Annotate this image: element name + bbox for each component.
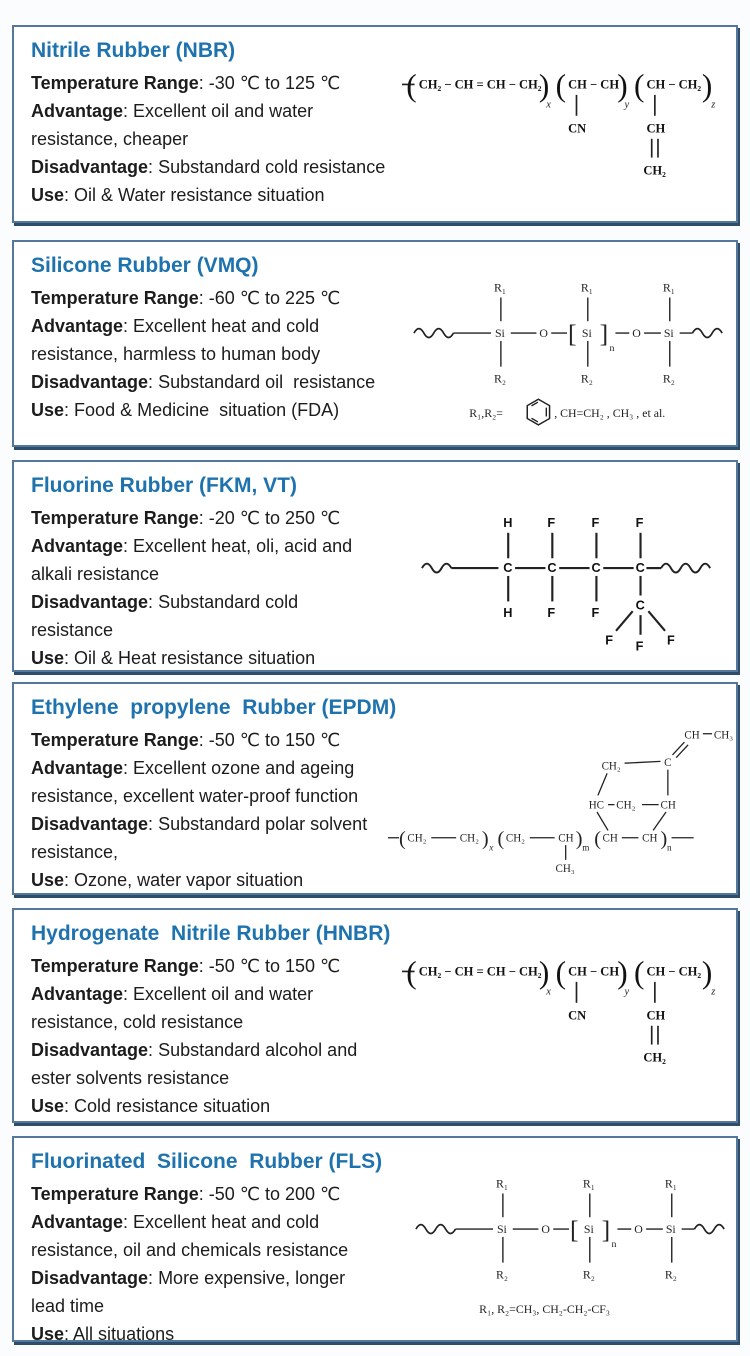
subscript-x: x — [546, 99, 551, 111]
field-value: Substandard polar solvent resistance, — [31, 814, 373, 862]
field-label: Use — [31, 648, 65, 668]
paren-glyph: ( — [633, 67, 645, 103]
atom-label: O — [634, 1222, 643, 1237]
field-advantage — [31, 312, 393, 368]
atom-label: CH₃ — [713, 729, 734, 742]
atom-label: R₂ — [493, 371, 507, 386]
atom-label: O — [539, 326, 548, 341]
colon: : — [64, 870, 75, 890]
paren-glyph: ( — [406, 954, 417, 990]
field-use — [31, 396, 393, 424]
paren-glyph: ) — [617, 67, 628, 103]
paren-glyph: ( — [633, 954, 645, 990]
atom-label: CH — [684, 729, 700, 742]
field-temperature-range — [31, 1180, 383, 1208]
colon: : — [148, 1268, 159, 1288]
atom-label: R₁ — [580, 280, 593, 295]
field-advantage — [31, 532, 371, 588]
atom-label: F — [605, 632, 614, 648]
atom-label: Si — [581, 326, 592, 341]
bracket-glyph: [ — [568, 318, 577, 348]
field-value: -50 ℃ to 150 ℃ — [208, 956, 341, 976]
atom-label: H — [503, 514, 513, 530]
colon: : — [148, 157, 159, 177]
paren-glyph: ) — [617, 954, 628, 990]
field-disadvantage — [31, 810, 433, 866]
colon: : — [64, 400, 75, 420]
atom-label: F — [666, 632, 675, 648]
subscript-x: x — [489, 842, 494, 853]
atom-label: CH — [602, 832, 618, 845]
paren-glyph: ( — [555, 67, 567, 103]
atom-label: CH₂ — [643, 163, 666, 178]
field-label: Advantage — [31, 984, 124, 1004]
paren-glyph: ( — [497, 828, 505, 851]
field-label: Temperature Range — [31, 288, 199, 308]
hnbr-structure-diagram — [402, 938, 728, 1070]
subscript-n: n — [611, 1238, 617, 1250]
field-temperature-range — [31, 726, 433, 754]
vmq-structure-diagram — [412, 258, 730, 432]
colon: : — [148, 592, 159, 612]
field-advantage — [31, 980, 393, 1036]
atom-label: CN — [568, 1008, 587, 1023]
colon: : — [198, 1184, 209, 1204]
field-use — [31, 1092, 393, 1120]
field-temperature-range — [31, 284, 393, 312]
colon: : — [198, 730, 209, 750]
legend-prefix: R₁,R₂= — [469, 405, 503, 420]
field-temperature-range — [31, 69, 393, 97]
field-label: Disadvantage — [31, 157, 149, 177]
atom-label: F — [635, 514, 644, 530]
atom-label: CH − CH₂ — [646, 77, 702, 92]
atom-label: CH — [660, 799, 676, 812]
field-label: Temperature Range — [31, 73, 199, 93]
bracket-glyph: [ — [570, 1214, 579, 1244]
field-temperature-range — [31, 504, 371, 532]
field-label: Temperature Range — [31, 508, 199, 528]
bracket-glyph: ] — [599, 318, 609, 348]
field-label: Temperature Range — [31, 730, 199, 750]
field-value: Excellent ozone and ageing resistance, excellent water-proof function — [31, 758, 360, 806]
field-label: Advantage — [31, 1212, 124, 1232]
field-value: Substandard oil resistance — [158, 372, 376, 392]
atom-label: C — [635, 597, 645, 613]
atom-label: C — [664, 756, 672, 769]
atom-label: CH − CH — [568, 964, 620, 979]
atom-label: C — [547, 560, 557, 576]
colon: : — [64, 1324, 74, 1342]
field-disadvantage — [31, 1036, 393, 1092]
field-label: Advantage — [31, 316, 124, 336]
subscript-y: y — [624, 986, 630, 998]
field-label: Disadvantage — [31, 372, 149, 392]
field-label: Advantage — [31, 101, 124, 121]
atom-label: CH₂ — [459, 832, 479, 845]
atom-label: O — [541, 1222, 550, 1237]
atom-label: Si — [494, 326, 505, 341]
panel-fls — [12, 1136, 738, 1342]
colon: : — [198, 956, 209, 976]
colon: : — [198, 288, 209, 308]
colon: : — [123, 1212, 134, 1232]
panel-epdm — [12, 682, 738, 895]
subscript-m: m — [582, 842, 590, 853]
field-value: Substandard cold resistance — [158, 157, 386, 177]
field-advantage — [31, 754, 433, 810]
atom-label: F — [591, 514, 600, 530]
colon: : — [148, 1040, 159, 1060]
colon: : — [148, 814, 159, 834]
atom-label: R₂ — [580, 371, 593, 386]
atom-label: CH₂ — [505, 832, 526, 845]
atom-label: CH − CH — [568, 77, 620, 92]
atom-label: CH — [646, 121, 666, 136]
field-value: Oil & Water resistance situation — [74, 185, 325, 205]
field-use — [31, 181, 393, 209]
field-disadvantage — [31, 368, 393, 396]
paren-glyph: ) — [660, 828, 668, 851]
paren-glyph: ) — [701, 67, 713, 103]
colon: : — [198, 73, 209, 93]
atom-label: Si — [663, 326, 674, 341]
field-use — [31, 1320, 383, 1342]
colon: : — [64, 1096, 75, 1116]
colon: : — [123, 101, 134, 121]
colon: : — [123, 536, 134, 556]
colon: : — [123, 984, 134, 1004]
bracket-glyph: ] — [601, 1214, 611, 1244]
paren-glyph: ) — [538, 954, 550, 990]
panel-nbr-text — [31, 36, 393, 209]
atom-label: F — [635, 638, 644, 654]
paren-glyph: ) — [575, 828, 583, 851]
atom-label: Si — [496, 1222, 507, 1237]
subscript-y: y — [624, 99, 630, 111]
atom-label: C — [503, 560, 513, 576]
field-label: Disadvantage — [31, 592, 149, 612]
subscript-z: z — [711, 99, 716, 111]
panel-vmq — [12, 240, 738, 447]
atom-label: CH₂ — [407, 832, 427, 845]
field-value: Cold resistance situation — [74, 1096, 271, 1116]
paren-glyph: ) — [701, 954, 713, 990]
field-advantage — [31, 1208, 383, 1264]
field-label: Use — [31, 1096, 65, 1116]
atom-label: Si — [665, 1222, 676, 1237]
colon: : — [123, 758, 134, 778]
atom-label: HC — [588, 799, 605, 812]
atom-label: CH — [642, 832, 658, 845]
field-value: Excellent oil and water resistance, cold resistance — [31, 984, 319, 1032]
field-label: Disadvantage — [31, 1040, 149, 1060]
atom-label: R₁ — [495, 1176, 509, 1191]
atom-label: CH — [646, 1008, 666, 1023]
atom-label: C — [591, 560, 601, 576]
panel-hnbr-text — [31, 919, 393, 1120]
legend-text: R₁, R₂=CH₃, CH₂-CH₂-CF₃ — [479, 1301, 611, 1316]
atom-label: CH − CH₂ — [646, 964, 702, 979]
atom-label: F — [591, 605, 600, 621]
subscript-z: z — [711, 986, 716, 998]
field-value: Excellent heat and cold resistance, harmless to human body — [31, 316, 325, 364]
atom-label: R₁ — [664, 1176, 677, 1191]
paren-glyph: ) — [538, 67, 550, 103]
bond-lines — [422, 533, 710, 635]
field-value: -20 ℃ to 250 ℃ — [208, 508, 341, 528]
colon: : — [64, 648, 75, 668]
field-label: Use — [31, 1324, 65, 1342]
field-label: Advantage — [31, 536, 124, 556]
panel-epdm-text — [31, 693, 433, 894]
panel-title: Fluorinated Silicone Rubber (FLS) — [31, 1150, 383, 1173]
colon: : — [198, 508, 209, 528]
panel-fkm-text — [31, 471, 371, 672]
atom-label: CH₂ − CH = CH − CH₂ — [418, 964, 542, 979]
epdm-structure-diagram — [388, 696, 736, 875]
field-value: -50 ℃ to 150 ℃ — [208, 730, 341, 750]
atom-label: CH — [558, 832, 574, 845]
field-use — [31, 644, 371, 672]
atom-label: R₁ — [493, 280, 507, 295]
paren-glyph: ( — [555, 954, 567, 990]
atom-label: Si — [583, 1222, 594, 1237]
atom-label: C — [635, 560, 645, 576]
atom-label: R₂ — [662, 371, 675, 386]
atom-label: H — [503, 605, 513, 621]
atom-label: CH₂ — [616, 799, 636, 812]
atom-label: R₂ — [495, 1267, 509, 1282]
field-label: Use — [31, 870, 65, 890]
field-advantage — [31, 97, 393, 153]
field-disadvantage — [31, 153, 393, 181]
atom-label: R₂ — [582, 1267, 595, 1282]
field-value: Substandard alcohol and ester solvents resistance — [31, 1040, 363, 1088]
field-label: Temperature Range — [31, 1184, 199, 1204]
atom-label: O — [632, 326, 641, 341]
atom-label: CH₃ — [555, 862, 575, 875]
field-value: Excellent heat, oli, acid and alkali resistance — [31, 536, 358, 584]
colon: : — [123, 316, 134, 336]
field-disadvantage — [31, 1264, 383, 1320]
atom-label: CH₂ − CH = CH − CH₂ — [418, 77, 542, 92]
field-value: Ozone, water vapor situation — [74, 870, 304, 890]
panel-title: Ethylene propylene Rubber (EPDM) — [31, 696, 397, 719]
field-value: All situations — [73, 1324, 175, 1342]
field-label: Temperature Range — [31, 956, 199, 976]
subscript-x: x — [546, 986, 551, 998]
subscript-n: n — [666, 842, 672, 853]
field-label: Advantage — [31, 758, 124, 778]
field-label: Use — [31, 400, 65, 420]
panel-title: Fluorine Rubber (FKM, VT) — [31, 474, 297, 497]
field-value: Excellent oil and water resistance, cheaper — [31, 101, 319, 149]
panel-nbr — [12, 25, 738, 223]
legend-suffix: , CH=CH₂ , CH₃ , et al. — [554, 405, 666, 420]
field-disadvantage — [31, 588, 371, 644]
paren-glyph: ( — [406, 67, 417, 103]
field-value: -60 ℃ to 225 ℃ — [208, 288, 341, 308]
field-value: More expensive, longer lead time — [31, 1268, 351, 1316]
atom-label: F — [547, 605, 556, 621]
field-label: Disadvantage — [31, 1268, 149, 1288]
panel-fls-text — [31, 1147, 383, 1342]
atom-label: CN — [568, 121, 587, 136]
panel-hnbr — [12, 908, 738, 1123]
panel-fkm — [12, 460, 738, 672]
field-value: -30 ℃ to 125 ℃ — [208, 73, 341, 93]
panel-title: Nitrile Rubber (NBR) — [31, 39, 236, 62]
atom-label: R₁ — [582, 1176, 595, 1191]
colon: : — [64, 185, 75, 205]
atom-label: F — [547, 514, 556, 530]
field-value: Excellent heat and cold resistance, oil and chemicals resistance — [31, 1212, 349, 1260]
fkm-structure-diagram — [420, 474, 716, 668]
panel-title: Hydrogenate Nitrile Rubber (HNBR) — [31, 922, 391, 945]
field-value: -50 ℃ to 200 ℃ — [208, 1184, 341, 1204]
panel-title: Silicone Rubber (VMQ) — [31, 254, 259, 277]
atom-label: CH₂ — [601, 760, 621, 773]
field-temperature-range — [31, 952, 393, 980]
paren-glyph: ) — [481, 828, 489, 851]
panel-vmq-text — [31, 251, 393, 424]
field-value: Food & Medicine situation (FDA) — [74, 400, 340, 420]
field-value: Substandard cold resistance — [31, 592, 304, 640]
colon: : — [148, 372, 159, 392]
field-use — [31, 866, 433, 894]
field-label: Disadvantage — [31, 814, 149, 834]
subscript-n: n — [609, 342, 615, 354]
atom-label: CH₂ — [643, 1050, 666, 1065]
field-label: Use — [31, 185, 65, 205]
paren-glyph: ( — [399, 828, 406, 851]
atom-label: R₂ — [664, 1267, 677, 1282]
atom-label: R₁ — [662, 280, 675, 295]
fls-structure-diagram — [414, 1154, 732, 1328]
field-value: Oil & Heat resistance situation — [74, 648, 316, 668]
nbr-structure-diagram — [402, 51, 728, 183]
paren-glyph: ( — [594, 828, 601, 851]
